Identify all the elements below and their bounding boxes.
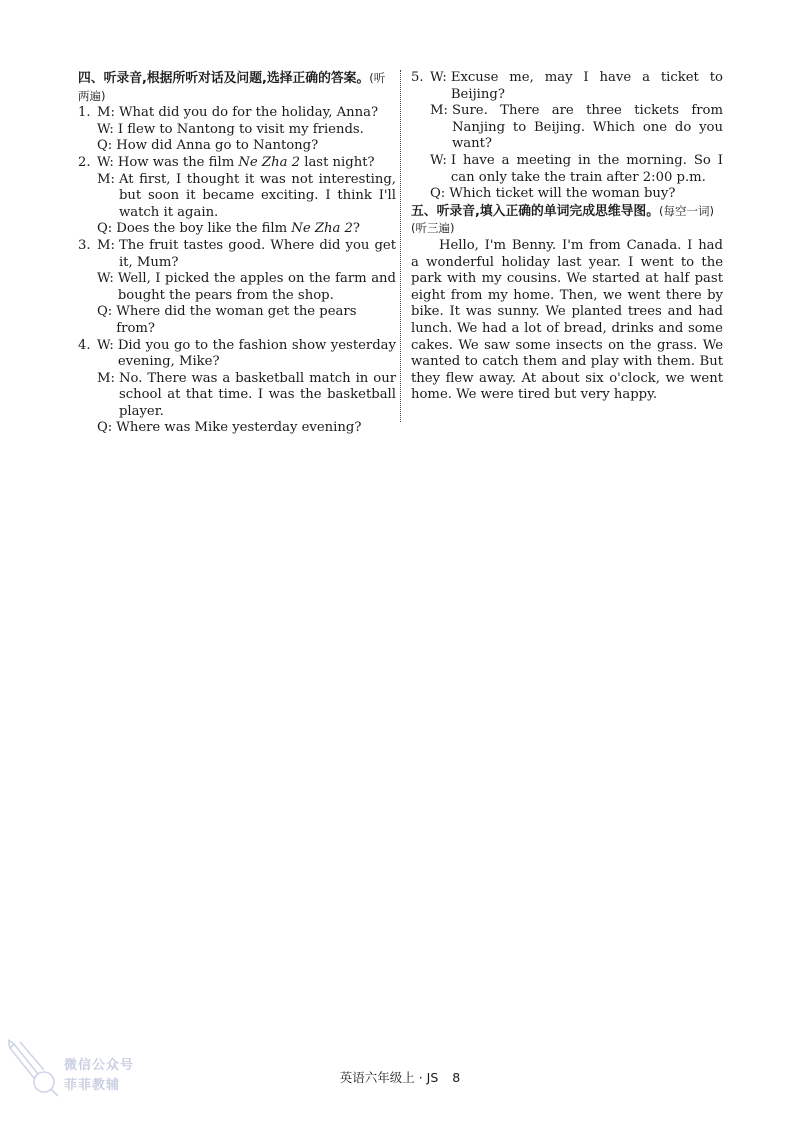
question-item-2 [78, 155, 396, 238]
dialogue-line: What did you do for the holiday, Anna? [118, 105, 379, 121]
listening-passage: Hello, I'm Benny. I'm from Canada. I had a wonderful holiday last year. I went to the park with my cousins. We started at half past eight from my home. Then, we went there by bike. It was sunny. We planted trees and had lunch. We had a lot of bread, drinks and some cakes. We saw some insects on the grass. We wanted to catch them and play with them. But they flew away. At about six o'clock, we went home. We were tired but very happy. [411, 237, 723, 403]
speaker-label: M: [97, 237, 115, 253]
page-footer [0, 1068, 800, 1086]
section5-note: (每空一词)(听三遍) [411, 203, 714, 236]
question-item-4 [78, 338, 396, 438]
question-item-3 [78, 238, 396, 338]
speaker-label: Q: [97, 138, 113, 154]
speaker-label: Q: [97, 304, 113, 320]
question-number: 4. [78, 337, 91, 353]
speaker-label: M: [97, 370, 115, 386]
section4-note: (听两遍) [78, 71, 386, 103]
section4-heading [78, 70, 396, 105]
question-line: Where did the woman get the pears from? [116, 304, 357, 336]
speaker-label: W: [97, 271, 114, 287]
question-number: 1. [78, 105, 91, 121]
question-number: 2. [78, 154, 91, 170]
watermark-line-1: 微信公众号 [64, 1058, 135, 1073]
column-divider [400, 70, 401, 422]
speaker-label: Q: [97, 420, 113, 436]
watermark [8, 1036, 138, 1098]
speaker-label: W: [97, 154, 114, 170]
dialogue-line: How was the film Ne Zha 2 last night? [117, 154, 375, 170]
watermark-line-2: 菲菲教辅 [64, 1078, 121, 1093]
question-line: Where was Mike yesterday evening? [116, 420, 362, 436]
dialogue-line: Sure. There are three tickets from Nanjing to Beijing. Which one do you want? [451, 103, 723, 152]
question-line: Does the boy like the film Ne Zha 2? [116, 221, 360, 237]
section4-title: 四、听录音,根据所听对话及问题,选择正确的答案。 [78, 71, 370, 86]
dialogue-line: The fruit tastes good. Where did you get it, Mum? [118, 237, 396, 270]
section5-title: 五、听录音,填入正确的单词完成思维导图。 [411, 203, 660, 219]
question-number: 5. [411, 70, 424, 85]
book-label: 英语六年级上 · JS [339, 1070, 439, 1085]
speaker-label: Q: [430, 186, 446, 202]
right-column [411, 70, 723, 404]
question-line: How did Anna go to Nantong? [116, 138, 319, 154]
speaker-label: M: [97, 105, 115, 121]
film-title: Ne Zha 2 [291, 221, 353, 237]
dialogue-line: I have a meeting in the morning. So I can only take the train after 2:00 p.m. [450, 152, 723, 185]
page-number: 8 [452, 1070, 461, 1085]
speaker-label: M: [97, 171, 115, 187]
dialogue-line: Well, I picked the apples on the farm and bought the pears from the shop. [117, 271, 396, 303]
pen-magnifier-icon [8, 1036, 64, 1098]
question-item-5 [411, 70, 723, 203]
dialogue-line: Did you go to the fashion show yesterday evening, Mike? [117, 337, 396, 370]
film-title: Ne Zha 2 [238, 154, 301, 170]
speaker-label: W: [430, 152, 447, 168]
question-number: 3. [78, 237, 91, 253]
question-line: Which ticket will the woman buy? [449, 186, 676, 202]
speaker-label: M: [430, 103, 448, 119]
speaker-label: W: [97, 121, 114, 137]
left-column [78, 70, 396, 437]
dialogue-line: Excuse me, may I have a ticket to Beijing? [450, 70, 723, 102]
speaker-label: W: [97, 337, 114, 353]
speaker-label: Q: [97, 221, 113, 237]
dialogue-line: I flew to Nantong to visit my friends. [117, 121, 364, 137]
question-item-1 [78, 105, 396, 155]
dialogue-line: No. There was a basketball match in our school at that time. I was the basketball player. [118, 370, 396, 419]
dialogue-line: At first, I thought it was not interesting, but soon it became exciting. I think I'll watch it again. [118, 171, 396, 220]
section5-heading [411, 203, 723, 238]
speaker-label: W: [430, 70, 447, 85]
